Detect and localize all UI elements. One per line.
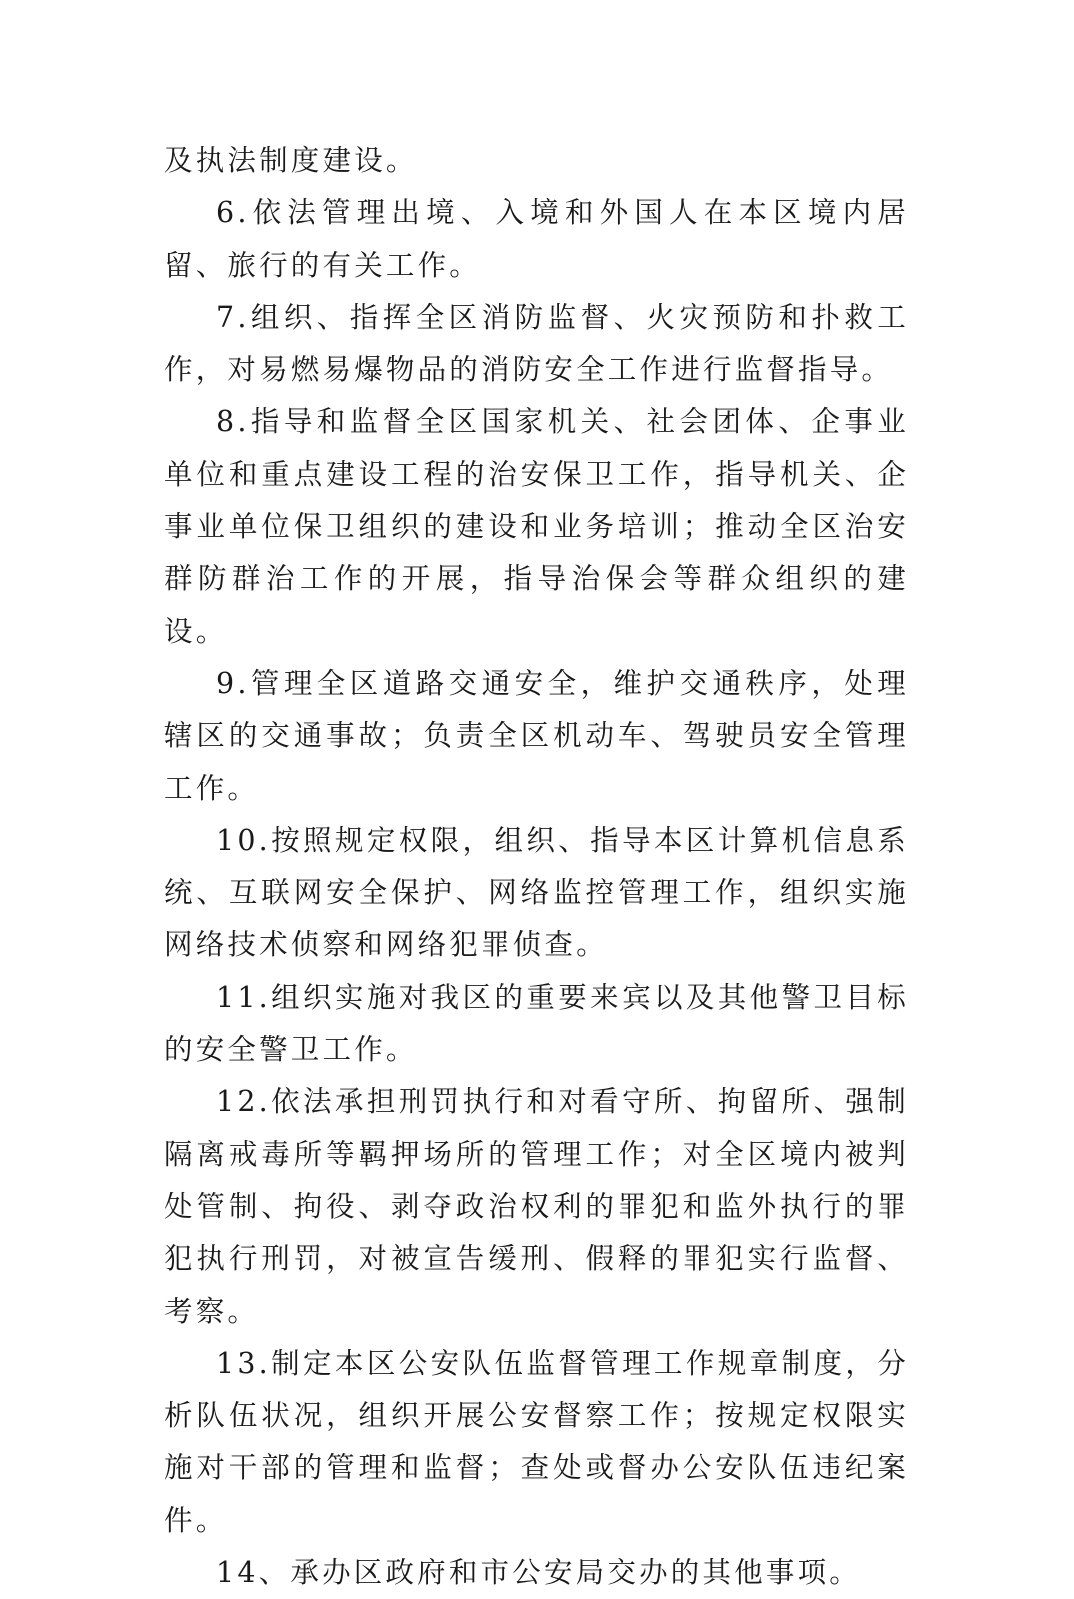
paragraph-item-10: 10.按照规定权限，组织、指导本区计算机信息系统、互联网安全保护、网络监控管理工作，组织实施网络技术侦察和网络犯罪侦查。 <box>164 823 909 962</box>
document-body <box>164 135 909 1599</box>
paragraph-item-14: 14、承办区政府和市公安局交办的其他事项。 <box>216 1556 861 1590</box>
paragraph-item-13: 13.制定本区公安队伍监督管理工作规章制度，分析队伍状况，组织开展公安督察工作；按规定权限实施对干部的管理和监督；查处或督办公安队伍违纪案件。 <box>164 1346 909 1537</box>
paragraph-item-7: 7.组织、指挥全区消防监督、火灾预防和扑救工作，对易燃易爆物品的消防安全工作进行监督指导。 <box>164 300 909 387</box>
paragraph-continuation: 及执法制度建设。 <box>164 144 418 177</box>
paragraph-item-9: 9.管理全区道路交通安全，维护交通秩序，处理辖区的交通事故；负责全区机动车、驾驶员安全管理工作。 <box>164 666 909 805</box>
paragraph-item-12: 12.依法承担刑罚执行和对看守所、拘留所、强制隔离戒毒所等羁押场所的管理工作；对全区境内被判处管制、拘役、剥夺政治权利的罪犯和监外执行的罪犯执行刑罚，对被宣告缓刑、假释的罪犯实行监督、考察。 <box>164 1085 909 1328</box>
paragraph-item-6: 6.依法管理出境、入境和外国人在本区境内居留、旅行的有关工作。 <box>164 196 909 282</box>
paragraph-item-11: 11.组织实施对我区的重要来宾以及其他警卫目标的安全警卫工作。 <box>164 980 909 1067</box>
paragraph-item-8: 8.指导和监督全区国家机关、社会团体、企事业单位和重点建设工程的治安保卫工作，指导机关、企事业单位保卫组织的建设和业务培训；推动全区治安群防群治工作的开展，指导治保会等群众组织的建设。 <box>164 405 909 648</box>
